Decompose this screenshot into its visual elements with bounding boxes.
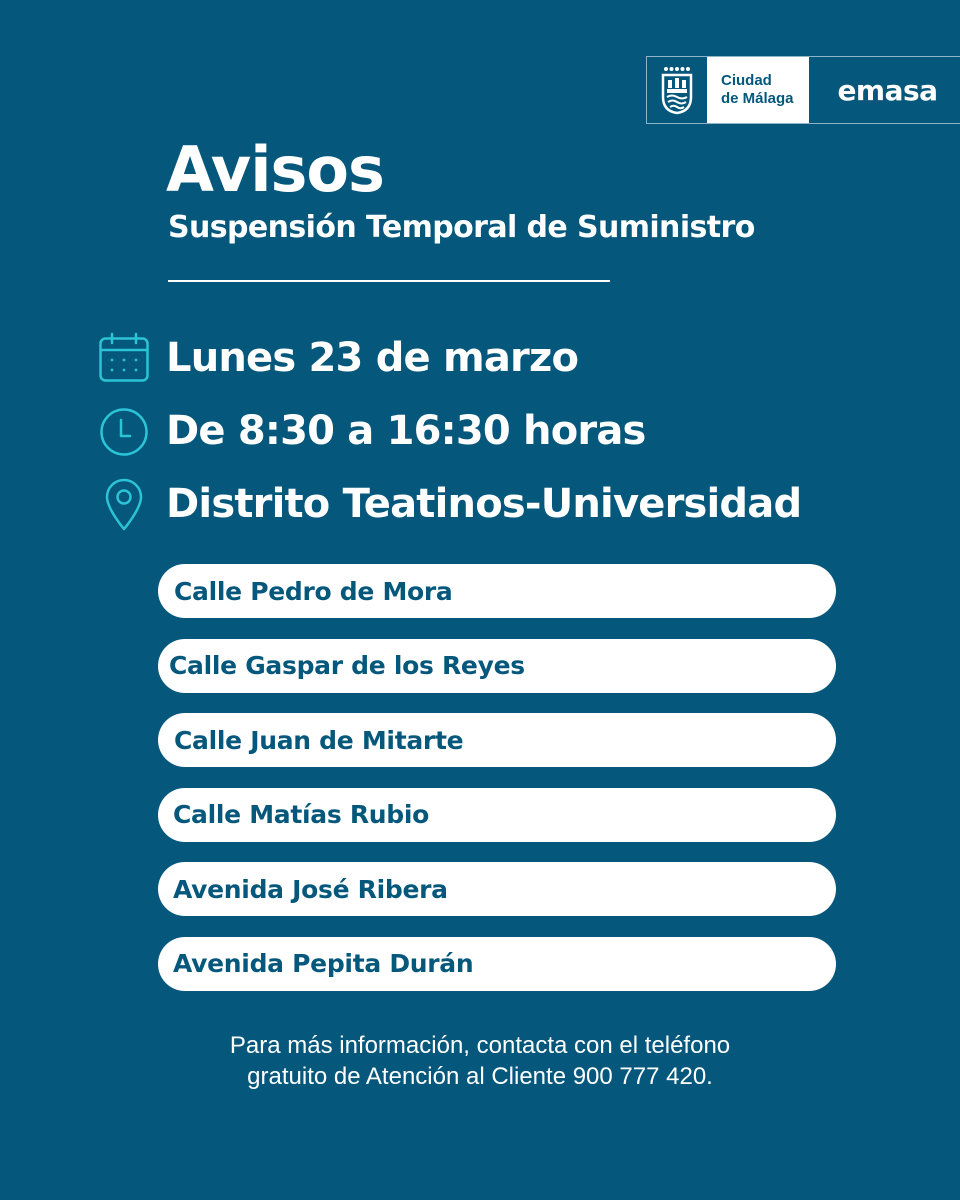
notice-date: Lunes 23 de marzo [166,335,579,381]
page-title: Avisos [166,133,384,206]
street-item: Calle Juan de Mitarte [158,713,836,767]
street-item: Calle Matías Rubio [158,788,836,842]
page-subtitle: Suspensión Temporal de Suministro [168,210,755,245]
location-pin-icon [98,478,150,530]
company-name: emasa [837,73,938,107]
city-line-1: Ciudad [721,72,772,89]
street-item: Calle Pedro de Mora [158,564,836,618]
district-row [98,478,801,530]
contact-line-1: Para más información, contacta con el teléfono [229,1032,731,1059]
clock-icon [98,405,150,457]
street-item: Avenida Pepita Durán [158,937,836,991]
notice-district: Distrito Teatinos-Universidad [166,481,802,527]
time-row [98,405,646,457]
notice-time: De 8:30 a 16:30 horas [166,408,646,454]
affected-streets-list [158,564,836,1011]
city-name [707,57,809,123]
brand-logo [646,56,960,124]
contact-info [0,1030,960,1092]
contact-line-2: gratuito de Atención al Cliente 900 777 420. [247,1063,713,1090]
city-line-2: de Málaga [721,90,794,107]
street-item: Avenida José Ribera [158,862,836,916]
title-divider [168,280,610,282]
malaga-shield-icon [647,57,707,123]
calendar-icon [98,332,150,384]
date-row [98,332,578,384]
street-item: Calle Gaspar de los Reyes [158,639,836,693]
